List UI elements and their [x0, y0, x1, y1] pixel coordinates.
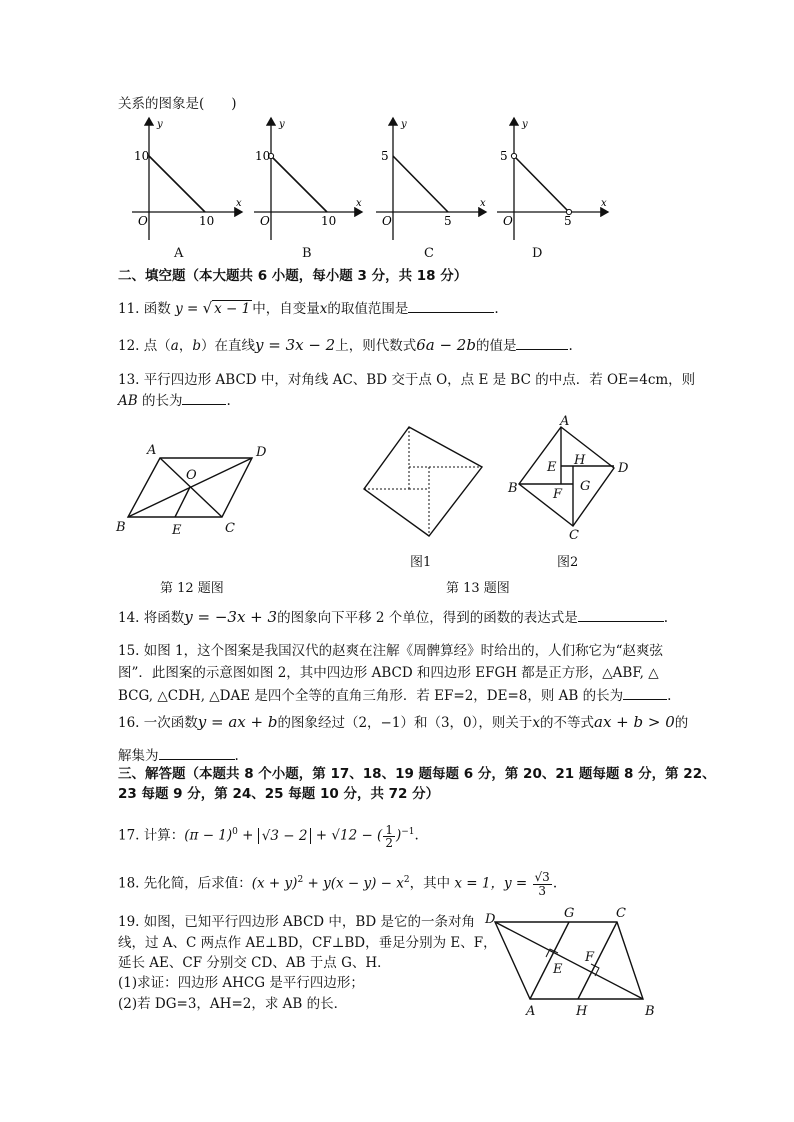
q12: 12. 点（a，b）在直线y = 3x − 2上，则代数式6a − 2b的值是 . — [118, 336, 573, 354]
graph-b-letter: B — [302, 246, 312, 261]
q19-line5: (2)若 DG=3，AH=2，求 AB 的长． — [118, 996, 348, 1012]
graph-a-xmark: 10 — [199, 214, 215, 228]
graph-b-y: y — [279, 119, 285, 130]
q16-line2: 解集为 . — [118, 745, 239, 766]
fig12-label-b: B — [116, 520, 126, 535]
q15-line1: 15. 如图 1，这个图案是我国汉代的赵爽在注解《周髀算经》时给出的，人们称它为“赵爽弦 — [118, 643, 664, 659]
graph-a-x: x — [236, 198, 242, 209]
q16-line1: 16. 一次函数y = ax + b的图象经过（2，−1）和（3，0），则关于x的不等式ax + b > 0的 — [118, 713, 689, 731]
graph-b-ymark: 10 — [255, 149, 271, 163]
graph-c-y: y — [401, 119, 407, 130]
fig19-label-g: G — [564, 906, 575, 921]
q10-stem: 关系的图象是( ) — [118, 96, 237, 112]
graph-c-xmark: 5 — [444, 214, 452, 228]
q15-line2: 图”．此图案的示意图如图 2，其中四边形 ABCD 和四边形 EFGH 都是正方形，△ABF, △ — [118, 665, 659, 681]
fig13-2-caption: 图2 — [557, 555, 579, 570]
fig19-label-c: C — [616, 906, 626, 921]
fig19-label-f: F — [585, 950, 595, 965]
q15-line3: BCG, △CDH, △DAE 是四个全等的直角三角形．若 EF=2，DE=8，则 AB 的长为 . — [118, 685, 671, 706]
fig13-1-caption: 图1 — [410, 555, 432, 570]
graph-a-letter: A — [174, 246, 184, 261]
q19-line4: (1)求证：四边形 AHCG 是平行四边形； — [118, 975, 364, 991]
q19-line3: 延长 AE、CF 分别交 CD、AB 于点 G、H． — [118, 955, 391, 971]
fig13-caption: 第 13 题图 — [446, 581, 510, 596]
graph-d-letter: D — [532, 246, 543, 261]
fig19-label-h: H — [576, 1004, 588, 1019]
fig13-2-label-h: H — [574, 453, 586, 468]
graph-b-xmark: 10 — [321, 214, 337, 228]
graph-d-xmark: 5 — [564, 214, 572, 228]
graph-b-origin: O — [260, 214, 270, 228]
graph-c-ymark: 5 — [381, 149, 389, 163]
fig19-label-e: E — [553, 962, 563, 977]
fig13-2-label-d: D — [618, 461, 629, 476]
q19-line1: 19. 如图，已知平行四边形 ABCD 中，BD 是它的一条对角 — [118, 914, 475, 930]
q18: 18. 先化简，后求值：$(x + y)^2 + y(x - y) - x^2$，其中 x = 1，y = $\frac{√3}{3}$ . — [118, 869, 558, 898]
q11: 11. 函数 y = √ x − 1 中，自变量x的取值范围是 . — [118, 299, 499, 317]
graph-a-origin: O — [138, 214, 148, 228]
q17: 17. 计算：$(\pi - 1)^0 + √3 - 2 + √12$ − ( $\frac{1}{2}$ )$^{-1}$. — [118, 822, 419, 850]
fig12-label-e: E — [172, 523, 182, 538]
graph-d-origin: O — [503, 214, 513, 228]
q14: 14. 将函数y = −3x + 3的图象向下平移 2 个单位，得到的函数的表达式是 . — [118, 608, 669, 626]
q19-line2: 线，过 A、C 两点作 AE⊥BD，CF⊥BD，垂足分别为 E、F， — [118, 935, 497, 951]
graph-d-x: x — [601, 198, 607, 209]
fig13-2-label-b: B — [508, 481, 518, 496]
fig19-label-a: A — [526, 1004, 536, 1019]
section2-heading: 二、填空题（本大题共 6 小题，每小题 3 分，共 18 分） — [118, 268, 468, 284]
fig12-label-c: C — [225, 521, 235, 536]
section3-heading-line1: 三、解答题（本题共 8 个小题，第 17、18、19 题每题 6 分，第 20、21 题每题 8 分，第 22、 — [118, 766, 716, 782]
fig13-2-label-f: F — [553, 487, 563, 502]
graph-a-y: y — [157, 119, 163, 130]
fig12-label-a: A — [147, 443, 157, 458]
graph-d-ymark: 5 — [500, 149, 508, 163]
fig12-label-o: O — [186, 468, 197, 483]
graph-c-x: x — [480, 198, 486, 209]
graph-c-origin: O — [382, 214, 392, 228]
fig12-caption: 第 12 题图 — [160, 581, 224, 596]
graph-a-ymark: 10 — [134, 149, 150, 163]
q13-line2: AB 的长为 . — [118, 390, 231, 411]
graph-d-y: y — [522, 119, 528, 130]
q13-line1: 13. 平行四边形 ABCD 中，对角线 AC、BD 交于点 O，点 E 是 BC 的中点．若 OE=4cm，则 — [118, 372, 696, 388]
fig19-label-d: D — [485, 912, 496, 927]
fig13-2-label-a: A — [560, 414, 570, 429]
fig13-2-label-e: E — [547, 460, 557, 475]
graph-c-letter: C — [424, 246, 434, 261]
fig13-2-label-c: C — [569, 528, 579, 543]
fig13-2-label-g: G — [580, 479, 591, 494]
graph-b-x: x — [356, 198, 362, 209]
section3-heading-line2: 23 每题 9 分，第 24、25 每题 10 分，共 72 分） — [118, 786, 440, 802]
fig19-label-b: B — [645, 1004, 655, 1019]
fig12-label-d: D — [256, 445, 267, 460]
